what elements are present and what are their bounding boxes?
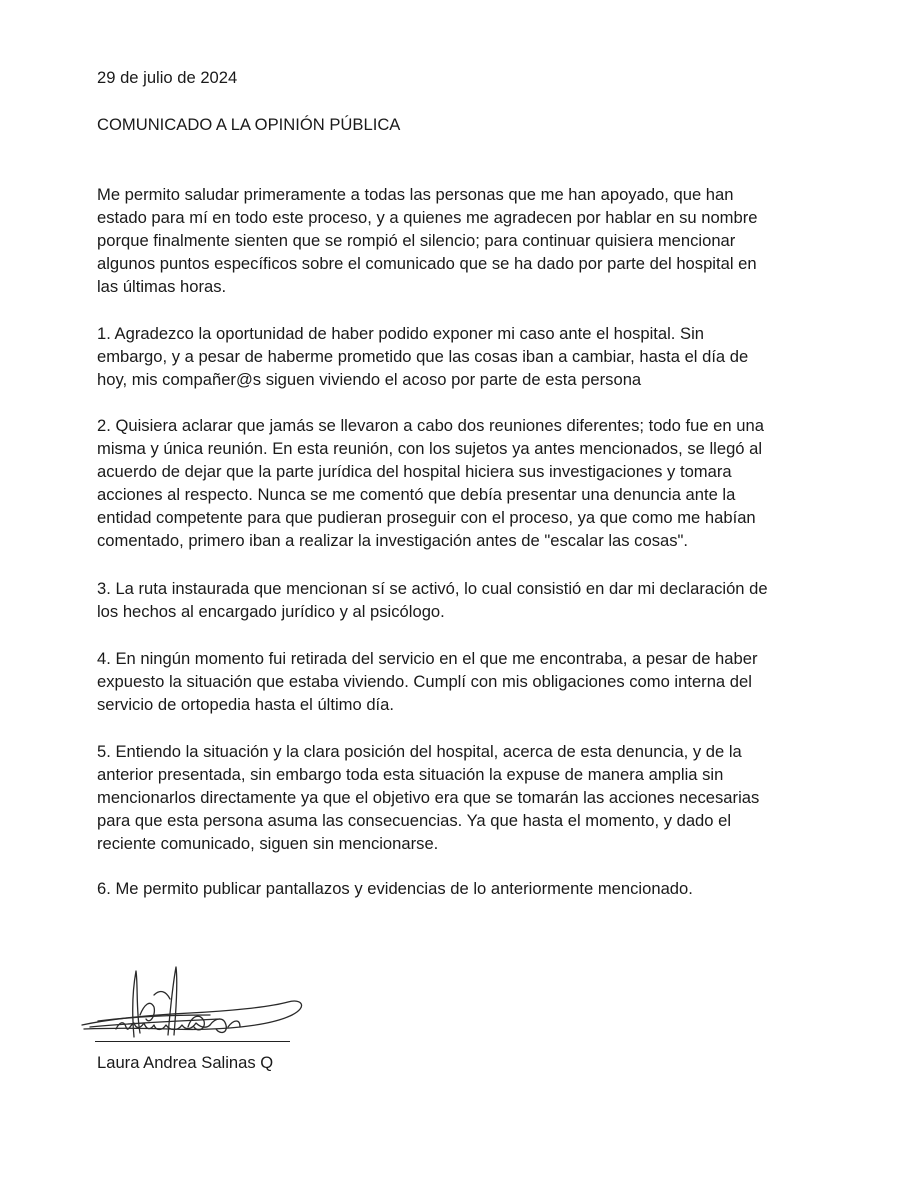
point-line: embargo, y a pesar de haberme prometido que las cosas iban a cambiar, hasta el día de [97,347,749,367]
point-line: reciente comunicado, siguen sin mencionarse. [97,834,439,854]
intro-paragraph [97,183,817,298]
point-line: 2. Quisiera aclarar que jamás se llevaron a cabo dos reuniones diferentes; todo fue en una [97,416,764,435]
point-2-paragraph [97,414,817,553]
point-line: comentado, primero iban a realizar la investigación antes de "escalar las cosas". [97,531,689,551]
point-line: mencionarlos directamente ya que el objetivo era que se tomarán las acciones necesarias [97,788,760,808]
intro-line: algunos puntos específicos sobre el comunicado que se ha dado por parte del hospital en [97,254,757,274]
letter-heading: COMUNICADO A LA OPINIÓN PÚBLICA [97,115,401,134]
letter-date: 29 de julio de 2024 [97,68,238,87]
point-line: anterior presentada, sin embargo toda esta situación la expuse de manera amplia sin [97,765,724,785]
point-line: hoy, mis compañer@s siguen viviendo el acoso por parte de esta persona [97,370,642,390]
point-line: 6. Me permito publicar pantallazos y evidencias de lo anteriormente mencionado. [97,879,693,898]
point-line: para que esta persona asuma las consecuencias. Ya que hasta el momento, y dado el [97,811,732,831]
intro-line: porque finalmente sienten que se rompió el silencio; para continuar quisiera mencionar [97,231,736,251]
point-line: acciones al respecto. Nunca se me comentó que debía presentar una denuncia ante la [97,485,736,505]
point-3-paragraph [97,577,817,623]
point-6-paragraph [97,877,817,900]
intro-line: estado para mí en todo este proceso, y a quienes me agradecen por hablar en su nombre [97,208,758,228]
point-line: 1. Agradezco la oportunidad de haber podido exponer mi caso ante el hospital. Sin [97,324,705,343]
point-line: acuerdo de dejar que la parte jurídica del hospital hiciera sus investigaciones y tomara [97,462,732,482]
point-1-paragraph [97,322,817,391]
point-line: 5. Entiendo la situación y la clara posición del hospital, acerca de esta denuncia, y de la [97,742,742,761]
point-4-paragraph [97,647,817,716]
point-line: 3. La ruta instaurada que mencionan sí se activó, lo cual consistió en dar mi declaración de [97,579,768,598]
signature-line [95,1041,290,1042]
handwritten-signature-icon [70,955,310,1045]
signer-name: Laura Andrea Salinas Q [97,1053,274,1072]
point-line: servicio de ortopedia hasta el último día. [97,695,395,715]
point-line: expuesto la situación que estaba viviendo. Cumplí con mis obligaciones como interna del [97,672,752,692]
point-line: 4. En ningún momento fui retirada del servicio en el que me encontraba, a pesar de haber [97,649,758,668]
point-line: los hechos al encargado jurídico y al psicólogo. [97,602,445,622]
intro-line: Me permito saludar primeramente a todas las personas que me han apoyado, que han [97,185,734,204]
point-line: misma y única reunión. En esta reunión, con los sujetos ya antes mencionados, se llegó al [97,439,763,459]
intro-line: las últimas horas. [97,277,227,297]
point-5-paragraph [97,740,817,855]
point-line: entidad competente para que pudieran proseguir con el proceso, ya que como me habían [97,508,756,528]
